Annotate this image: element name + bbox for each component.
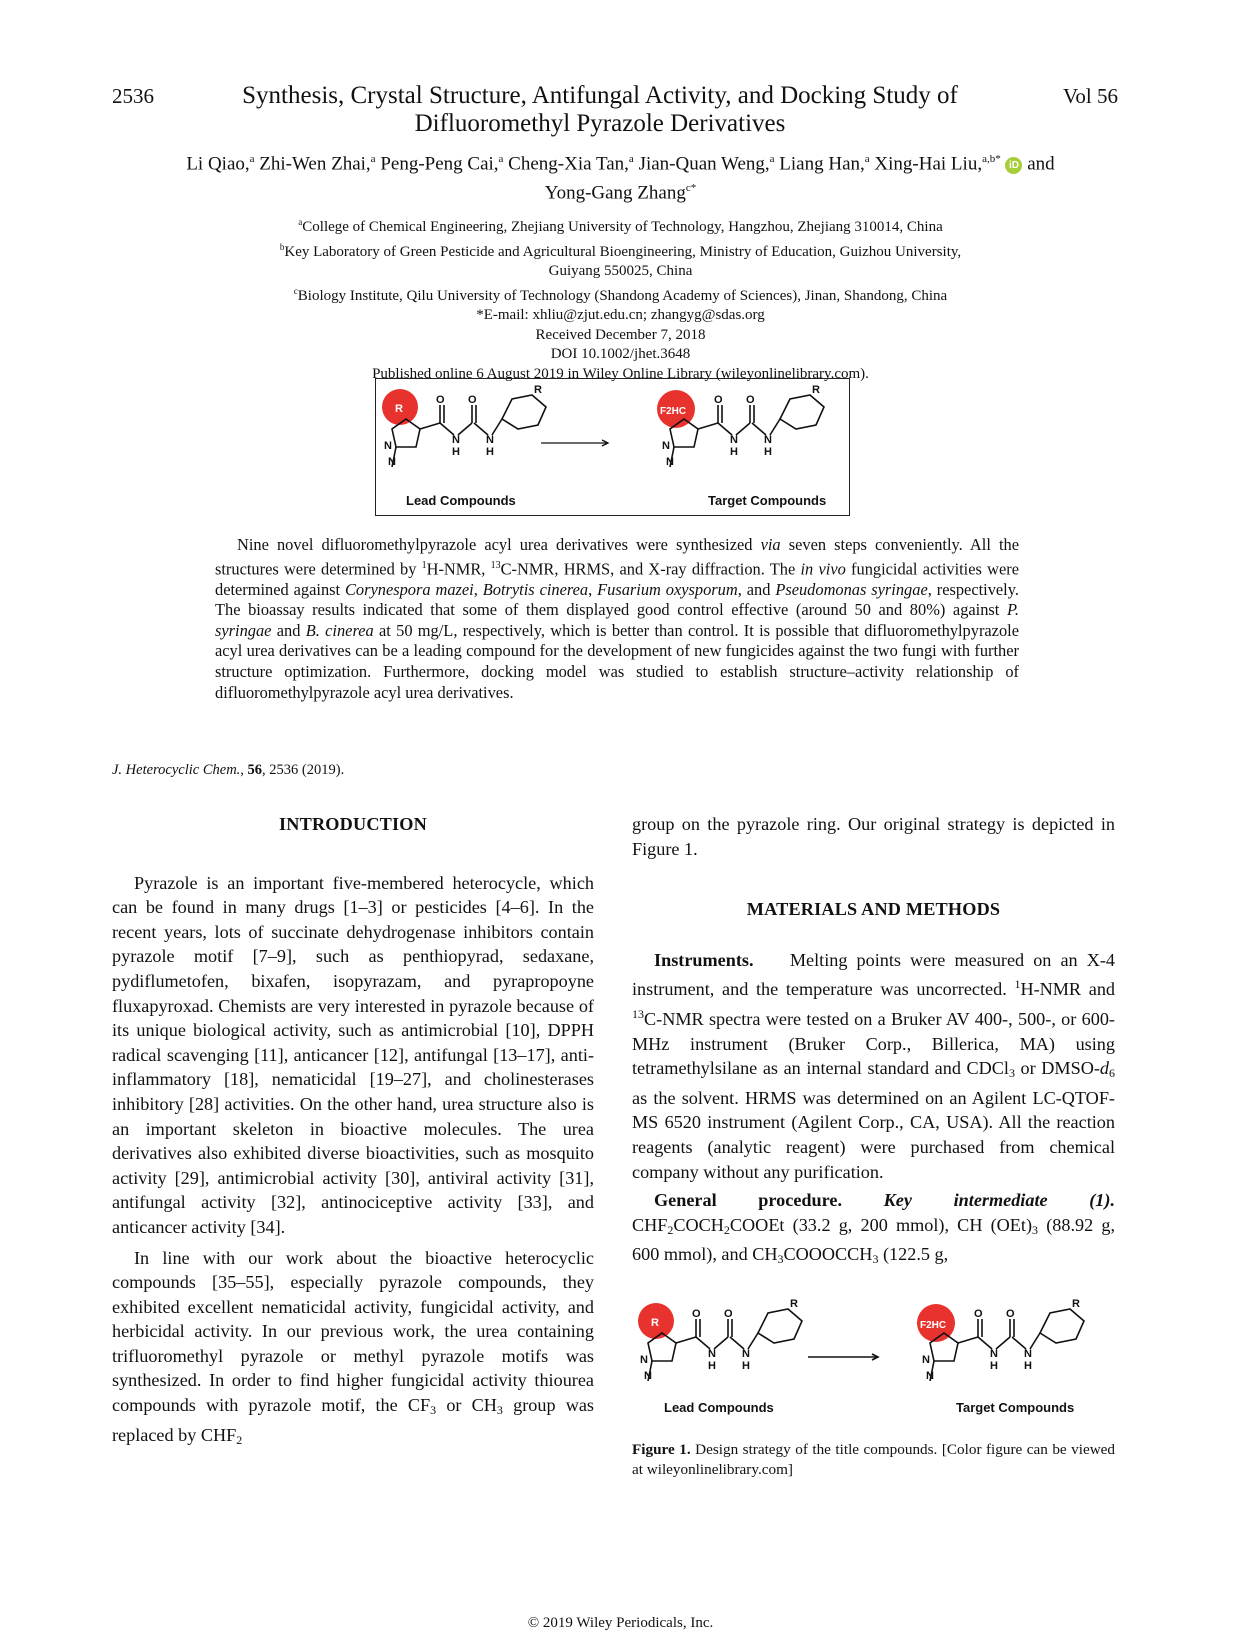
volume-label: Vol 56 [1062, 84, 1118, 108]
author-affil-mark: a [370, 153, 376, 165]
o-label: O [692, 1308, 701, 1320]
affiliation-b-cont: Guiyang 550025, China [548, 263, 693, 279]
affiliation-c: $^c$Biology Institute, Qilu University of Technology (Shandong Academy of Sciences), Jinan, Shandong, China [293, 285, 948, 304]
n-label: N [388, 456, 396, 468]
o-label: O [1006, 1308, 1015, 1320]
author: Yong-Gang Zhang [544, 182, 686, 204]
section-heading-introduction: INTRODUCTION [279, 814, 427, 834]
published-line: Published online 6 August 2019 in Wiley Online Library (wileyonlinelibrary.com). [372, 365, 869, 382]
h-label: H [764, 446, 772, 458]
h-label: H [990, 1360, 998, 1372]
copyright-footer: © 2019 Wiley Periodicals, Inc. [527, 1615, 714, 1631]
intro-paragraph-2: In line with our work about the bioactive heterocyclic compounds [35–55], especially pyrazole compounds, they exhibited excellent nematicidal activity, fungicidal activity, and herbicidal activity. In our previous work, the urea containing trifluoromethyl pyrazole or methyl pyrazole motifs was synthesized. In order to find higher fungicidal activity thiourea compounds with pyrazole motif, the $CF_3$ or $CH_3$ group was replaced by $CHF_2$ [112, 1247, 595, 1447]
r-label: R [651, 1317, 659, 1329]
intro-continuation: group on the pyrazole ring. Our original strategy is depicted in Figure 1. [632, 814, 1115, 859]
author-affil-mark: a [864, 153, 870, 165]
target-compounds-label: Target Compounds [708, 493, 827, 508]
page-number: 2536 [112, 84, 154, 108]
n-label: N [666, 456, 674, 468]
r-substituent-label: R [812, 384, 820, 396]
reaction-scheme [376, 379, 849, 515]
target-structure [657, 390, 824, 467]
n-label: N [764, 434, 772, 446]
author-affil-mark: a [769, 153, 775, 165]
figure-1-scheme [632, 1293, 1115, 1431]
section-heading-materials: MATERIALS AND METHODS [746, 899, 1001, 920]
n-label: N [730, 434, 738, 446]
author-affil-mark: a [498, 153, 504, 165]
toc-graphic [375, 378, 850, 516]
h-label: H [452, 446, 460, 458]
r-substituent-label: R [790, 1298, 798, 1310]
author-affil-mark: c* [685, 182, 697, 195]
h-label: H [486, 446, 494, 458]
target-compounds-label: Target Compounds [956, 1400, 1075, 1415]
author-conjunction: and [1027, 153, 1055, 175]
h-label: H [730, 446, 738, 458]
n-label: N [926, 1370, 934, 1382]
n-label: N [742, 1348, 750, 1360]
right-column [632, 812, 1115, 1272]
email-line[interactable]: *E-mail: xhliu@zjut.edu.cn; zhangyg@sdas.org [476, 307, 765, 323]
intro-paragraph-1: Pyrazole is an important five-membered heterocycle, which can be found in many drugs [1–3] or pesticides [4–6]. In the recent years, lots of succinate dehydrogenase inhibitors contain pyrazole motif [7–9], such as penthiopyrad, sedaxane, pydiflumetofen, bixafen, isopyrazam, and pyrapropoyne fluxapyroxad. Chemists are very interested in pyrazole because of its unique biological activity, such as antimicrobial [10], DPPH radical scavenging [11], anticancer [12], antifungal [13–17], anti-inflammatory [18], nematicidal [19–27], and cholinesterases inhibitory [28] activities. On the other hand, urea structure also is an important skeleton in bioactive molecules. The urea derivatives also exhibited diverse bioactivities, such as mosquito activity [29], antimicrobial activity [30], antiviral activity [31], antifungal activity [32], antinociceptive activity [33], and anticancer activity [34]. [112, 872, 594, 1237]
n-label: N [384, 440, 392, 452]
instruments-paragraph: Instruments. Melting points were measured on an X-4 instrument, and the temperature was uncorrected. $^1$H-NMR and $^{13}$C-NMR spectra were tested on a Bruker AV 400-, 500-, or 600-MHz instrument (Bruker Corp., Billerica, MA) using tetramethylsilane as an internal standard and CDCl$_3$ or DMSO-$d_6$ as the solvent. HRMS was determined on an Agilent LC-QTOF-MS 6520 instrument (Agilent Corp., CA, USA). All the reaction reagents (analytic reagent) were purchased from chemical company without any purification. [632, 949, 1116, 1182]
o-label: O [436, 394, 445, 406]
n-label: N [990, 1348, 998, 1360]
left-column [112, 812, 594, 1452]
reaction-arrow [541, 440, 608, 446]
n-label: N [708, 1348, 716, 1360]
n-label: N [662, 440, 670, 452]
received-date: Received December 7, 2018 [535, 326, 706, 343]
author: Jian-Quan Weng, [638, 153, 770, 175]
author-list [110, 147, 1131, 206]
author-affil-mark: a,b* [982, 153, 1001, 165]
r-substituent-label: R [1072, 1298, 1080, 1310]
r-label: R [395, 403, 403, 415]
h-label: H [742, 1360, 750, 1372]
doi-line[interactable]: DOI 10.1002/jhet.3648 [550, 346, 691, 362]
lead-compounds-label: Lead Compounds [664, 1400, 774, 1415]
h-label: H [708, 1360, 716, 1372]
n-label: N [640, 1354, 648, 1366]
lead-compounds-label: Lead Compounds [406, 493, 516, 508]
author: Liang Han, [779, 153, 865, 175]
author-affil-mark: a [628, 153, 634, 165]
o-label: O [714, 394, 723, 406]
author: Li Qiao, [186, 153, 250, 175]
abstract-paragraph: Nine novel difluoromethylpyrazole acyl urea derivatives were synthesized via seven steps conveniently. All the structures were determined by $^1$H-NMR, $^{13}$C-NMR, HRMS, and X-ray diffraction. The in vivo fungicidal activities were determined against Corynespora mazei, Botrytis cinerea, Fusarium oxysporum, and Pseudomonas syringae, respectively. The bioassay results indicated that some of them displayed good control effective (around 50 and 80%) against P. syringae and B. cinerea at 50 mg/L, respectively, which is better than control. It is possible that difluoromethylpyrazole acyl urea derivatives can be a leading compound for the development of new fungicides against the two fungi with further structure optimization. Furthermore, docking model was studied to establish structure–activity relationship of difluoromethylpyrazole acyl urea derivatives. [215, 535, 1019, 702]
author: Peng-Peng Cai, [380, 153, 499, 175]
o-label: O [974, 1308, 983, 1320]
r-substituent-label: R [534, 384, 542, 396]
author: Zhi-Wen Zhai, [259, 153, 371, 175]
affiliations [160, 213, 1081, 384]
o-label: O [724, 1308, 733, 1320]
author: Xing-Hai Liu, [874, 153, 983, 175]
general-procedure-paragraph: General procedure. Key intermediate (1). $CHF_2COCH_2COOEt$ (33.2 g, 200 mmol), CH $(OEt)_3$ (88.92 g, 600 mmol), and $CH_3COOOCCH_3$ (122.5 g, [632, 1190, 1115, 1267]
n-label: N [922, 1354, 930, 1366]
author: Cheng-Xia Tan, [508, 153, 629, 175]
journal-citation: J. Heterocyclic Chem., 56, 2536 (2019). [112, 762, 345, 778]
orcid-icon[interactable]: iD [1005, 157, 1022, 174]
n-label: N [1024, 1348, 1032, 1360]
affiliation-b: $^b$Key Laboratory of Green Pesticide and Agricultural Bioengineering, Ministry of Education, Guizhou University, [279, 241, 962, 260]
o-label: O [468, 394, 477, 406]
figure-1-caption: Figure 1. Design strategy of the title compounds. [Color figure can be viewed at wileyonlinelibrary.com] [632, 1441, 1116, 1478]
article-title: Synthesis, Crystal Structure, Antifungal Activity, and Docking Study of Difluoromethyl Pyrazole Derivatives [242, 82, 958, 137]
f2hc-label: F2HC [920, 1320, 947, 1331]
n-label: N [486, 434, 494, 446]
affiliation-a: $^a$College of Chemical Engineering, Zhejiang University of Technology, Hangzhou, Zhejiang 310014, China [298, 217, 943, 235]
h-label: H [1024, 1360, 1032, 1372]
figure-1 [632, 1293, 1115, 1431]
n-label: N [452, 434, 460, 446]
lead-structure [382, 389, 546, 467]
n-label: N [644, 1370, 652, 1382]
o-label: O [746, 394, 755, 406]
author-affil-mark: a [249, 153, 255, 165]
f2hc-label: F2HC [660, 406, 687, 417]
abstract [215, 535, 1019, 703]
